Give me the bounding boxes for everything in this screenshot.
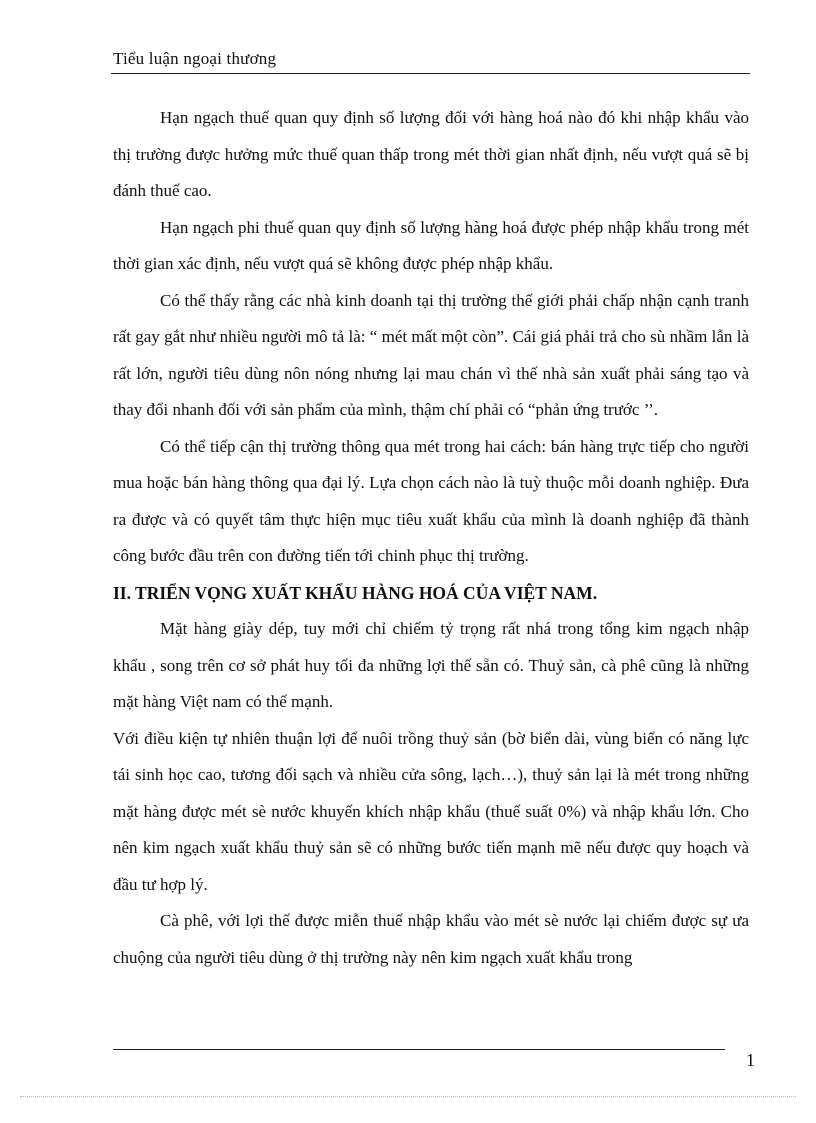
footer-rule — [113, 1049, 725, 1050]
page-header-title: Tiểu luận ngoại thương — [113, 49, 277, 68]
paragraph-competition: Có thể thấy rằng các nhà kinh doanh tại thị trường thế giới phải chấp nhận cạnh tranh rất gay gắt như nhiều người mô tả là: “ mét mất một còn”. Cái giá phải trả cho sù nhầm lẫn là rất lớn, người tiêu dùng nôn nóng nhưng lại mau chán vì thế nhà sản xuất phải sáng tạo và thay đổi nhanh đối với sản phẩm của mình, thậm chí phải có “phản ứng trước ’’. — [113, 290, 749, 419]
header-rule — [111, 73, 750, 74]
paragraph-coffee: Cà phê, với lợi thế được miễn thuế nhập khẩu vào mét sè nước lại chiếm được sự ưa chuộng của người tiêu dùng ở thị trường này nên kim ngạch xuất khẩu trong — [113, 911, 749, 967]
paragraph-tariff-quota: Hạn ngạch thuế quan quy định số lượng đối với hàng hoá nào đó khi nhập khẩu vào thị trường được hưởng mức thuế quan thấp trong mét thời gian nhất định, nếu vượt quá sẽ bị đánh thuế cao. — [113, 108, 749, 200]
paragraph-footwear: Mặt hàng giày dép, tuy mới chỉ chiếm tỷ trọng rất nhá trong tổng kim ngạch nhập khẩu , song trên cơ sở phát huy tối đa những lợi thế sẵn có. Thuỷ sản, cà phê cũng là những mặt hàng Việt nam có thế mạnh. — [113, 619, 749, 711]
paragraph-non-tariff-quota: Hạn ngạch phi thuế quan quy định số lượng hàng hoá được phép nhập khẩu trong mét thời gian xác định, nếu vượt quá sẽ không được phép nhập khẩu. — [113, 217, 749, 273]
section-heading: II. TRIỂN VỌNG XUẤT KHẨU HÀNG HOÁ CỦA VIỆT NAM. — [113, 582, 598, 603]
page-bottom-divider — [20, 1096, 796, 1097]
page-number: 1 — [746, 1050, 755, 1070]
paragraph-market-access: Có thể tiếp cận thị trường thông qua mét trong hai cách: bán hàng trực tiếp cho người mua hoặc bán hàng thông qua đại lý. Lựa chọn cách nào là tuỳ thuộc mỗi doanh nghiệp. Đưa ra được và có quyết tâm thực hiện mục tiêu xuất khẩu của mình là doanh nghiệp đã thành công bước đầu trên con đường tiến tới chinh phục thị trường. — [113, 436, 749, 565]
document-body — [113, 100, 749, 976]
paragraph-seafood: Với điều kiện tự nhiên thuận lợi để nuôi trồng thuỷ sản (bờ biển dài, vùng biển có năng lực tái sinh học cao, tương đối sạch và nhiều cửa sông, lạch…), thuỷ sản lại là mét trong những mặt hàng được mét sè nước khuyến khích nhập khẩu (thuế suất 0%) và nhập khẩu lớn. Cho nên kim ngạch xuất khẩu thuỷ sản sẽ có những bước tiến mạnh mẽ nếu được quy hoạch và đầu tư hợp lý. — [113, 728, 749, 894]
